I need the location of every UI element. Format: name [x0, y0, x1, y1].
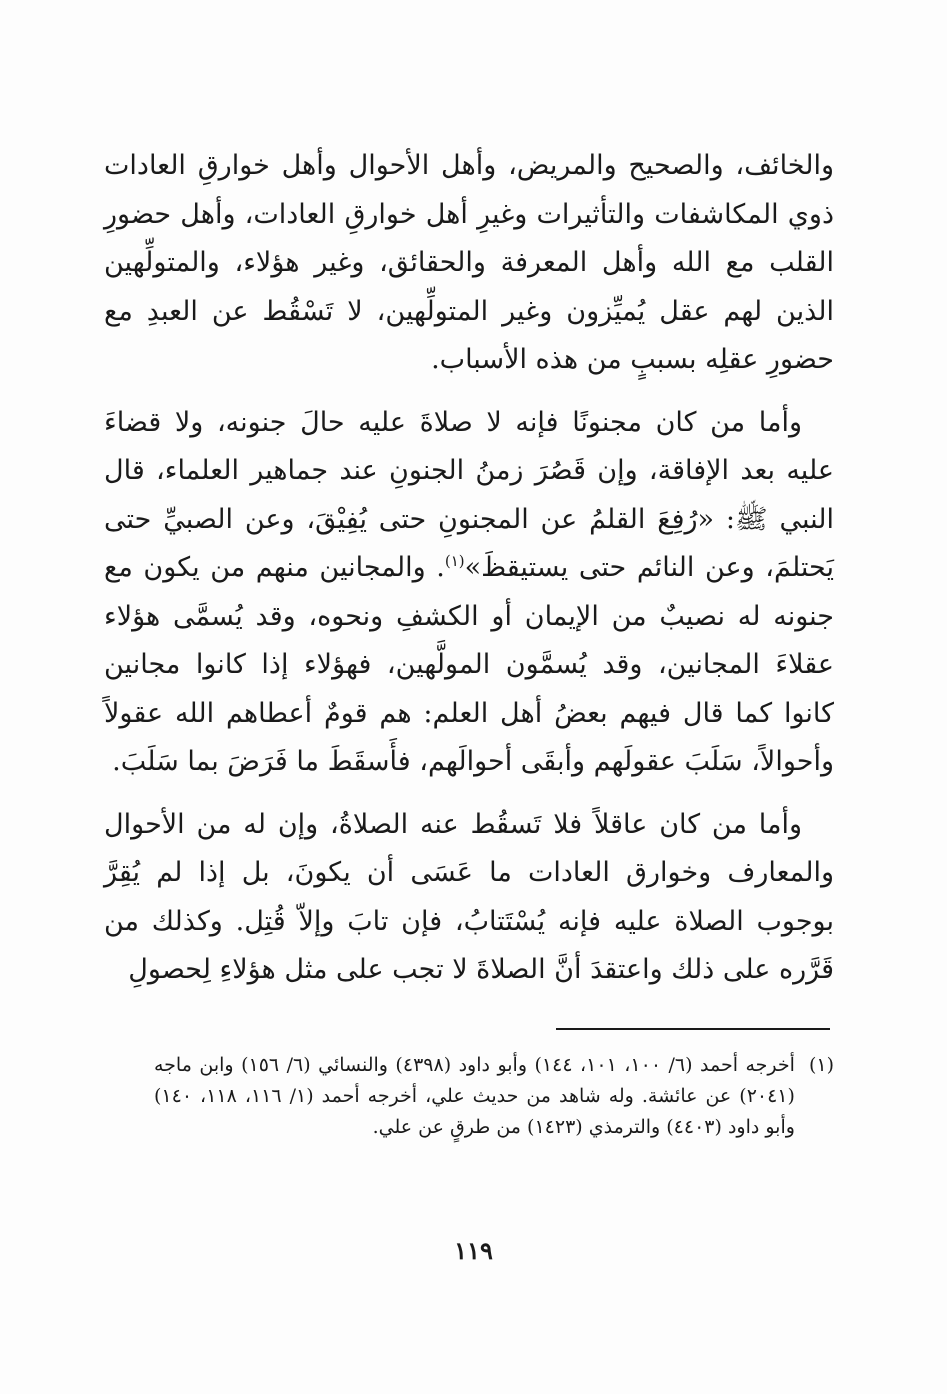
footnote-text: أخرجه أحمد (٦/ ١٠٠، ١٠١، ١٤٤) وأبو داود (٤٣٩٨) والنسائي (٦/ ١٥٦) وابن ماجه (٢٠٤١) عن عائشة. وله شاهد من حديث علي، أخرجه أحمد (١/ ١١٦، ١١٨، ١٤٠) وأبو داود (٤٤٠٣) والترمذي (١٤٢٣) من طرقٍ عن علي.	[154, 1054, 795, 1138]
footnote-marker: (١)	[808, 1054, 834, 1076]
paragraph-2-before-footnote: وأما من كان مجنونًا فإنه لا صلاةَ عليه حالَ جنونه، ولا قضاءَ عليه بعد الإفاقة، وإن قَصُرَ زمنُ الجنونِ عند جماهير العلماء، قال النبي ﷺ: «رُفِعَ القلمُ عن المجنونِ حتى يُفِيْقَ، وعن الصبيِّ حتى يَحتلمَ، وعن النائم حتى يستيقظَ»	[104, 406, 834, 583]
footnote	[104, 1050, 834, 1143]
footnote-reference: (١)	[444, 552, 465, 570]
page-number: ١١٩	[454, 1236, 493, 1265]
footnote-separator	[556, 1028, 830, 1030]
main-text	[104, 142, 834, 1009]
paragraph-1: والخائف، والصحيح والمريض، وأهل الأحوال وأهل خوارقِ العادات ذوي المكاشفات والتأثيرات وغيرِ أهل خوارقِ العادات، وأهل حضورِ القلب مع الله وأهل المعرفة والحقائق، وغير هؤلاء، والمتولِّهين الذين لهم عقل يُميِّزون وغير المتولِّهين، لا تَسْقُط عن العبدِ مع حضورِ عقلِه بسببٍ من هذه الأسباب.	[104, 150, 834, 375]
paragraph-3: وأما من كان عاقلاً فلا تَسقُط عنه الصلاةُ، وإن له من الأحوال والمعارف وخوارق العادات ما عَسَى أن يكونَ، بل إذا لم يُقِرَّ بوجوب الصلاة عليه فإنه يُسْتَتابُ، فإن تابَ وإلاّ قُتِل. وكذلك من قَرَّره على ذلك واعتقدَ أنَّ الصلاةَ لا تجب على مثل هؤلاءِ لِحصولِ	[104, 808, 834, 985]
paragraph-2	[104, 399, 834, 787]
paragraph-2-after-footnote: . والمجانين منهم من يكون مع جنونه له نصيبٌ من الإيمان أو الكشفِ ونحوه، وقد يُسمَّى هؤلاء عقلاءَ المجانين، وقد يُسمَّون المولَّهين، فهؤلاء إذا كانوا مجانين كانوا كما قال فيهم بعضُ أهل العلم: هم قومٌ أعطاهم الله عقولاً وأحوالاً، سَلَبَ عقولَهم وأبقَى أحوالَهم، فأَسقَطَ ما فَرَضَ بما سَلَبَ.	[104, 552, 834, 777]
